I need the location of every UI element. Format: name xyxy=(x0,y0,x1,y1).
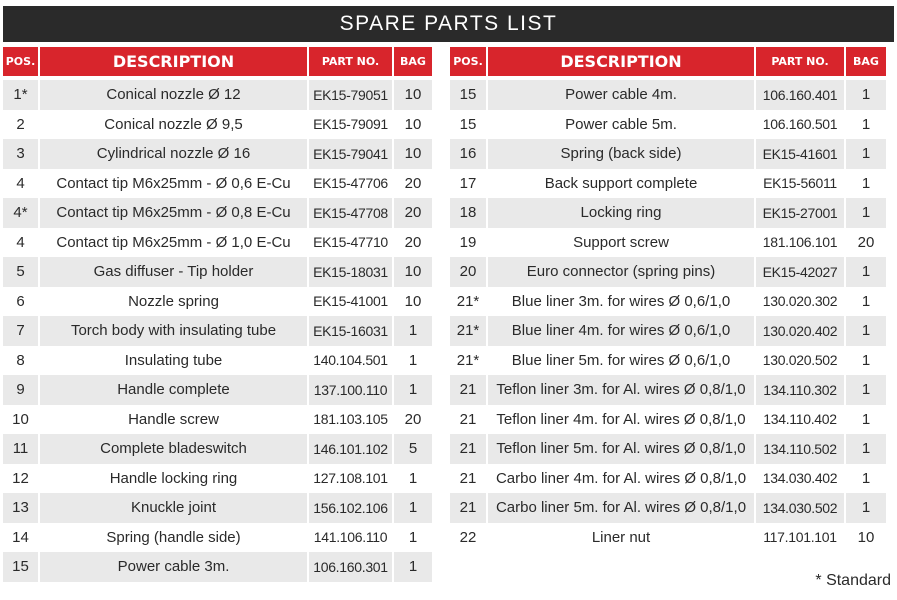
bag-qty-cell: 1 xyxy=(846,139,886,169)
part-number-cell: 134.110.402 xyxy=(756,405,844,435)
pos-cell: 11 xyxy=(3,434,38,464)
part-number-cell: EK15-42027 xyxy=(756,257,844,287)
bag-qty-cell: 1 xyxy=(846,198,886,228)
description-cell: Knuckle joint xyxy=(40,493,307,523)
part-number-cell: 130.020.302 xyxy=(756,287,844,317)
pos-cell: 18 xyxy=(450,198,486,228)
bag-qty-cell: 1 xyxy=(846,346,886,376)
part-number-cell: EK15-41601 xyxy=(756,139,844,169)
part-number-cell: 127.108.101 xyxy=(309,464,392,494)
part-number-cell: EK15-56011 xyxy=(756,169,844,199)
pos-cell: 4 xyxy=(3,169,38,199)
bag-qty-cell: 20 xyxy=(394,228,432,258)
bag-qty-cell: 10 xyxy=(394,287,432,317)
pos-cell: 21* xyxy=(450,287,486,317)
description-cell: Handle locking ring xyxy=(40,464,307,494)
bag-qty-cell: 1 xyxy=(846,316,886,346)
table-row xyxy=(3,434,432,464)
description-cell: Insulating tube xyxy=(40,346,307,376)
table-row xyxy=(450,228,886,258)
bag-qty-cell: 20 xyxy=(394,198,432,228)
description-cell: Complete bladeswitch xyxy=(40,434,307,464)
part-number-cell: 181.103.105 xyxy=(309,405,392,435)
table-row xyxy=(450,110,886,140)
bag-qty-cell: 1 xyxy=(394,493,432,523)
pos-cell: 16 xyxy=(450,139,486,169)
header-pos: POS. xyxy=(3,47,38,80)
table-row xyxy=(3,552,432,582)
pos-cell: 12 xyxy=(3,464,38,494)
description-cell: Teflon liner 3m. for Al. wires Ø 0,8/1,0 xyxy=(488,375,754,405)
header-bag: BAG xyxy=(846,47,886,80)
table-row xyxy=(450,316,886,346)
description-cell: Blue liner 4m. for wires Ø 0,6/1,0 xyxy=(488,316,754,346)
bag-qty-cell: 1 xyxy=(394,346,432,376)
table-row xyxy=(450,464,886,494)
part-number-cell: EK15-18031 xyxy=(309,257,392,287)
pos-cell: 22 xyxy=(450,523,486,553)
part-number-cell: EK15-41001 xyxy=(309,287,392,317)
part-number-cell: EK15-79051 xyxy=(309,80,392,110)
bag-qty-cell: 1 xyxy=(846,110,886,140)
description-cell: Euro connector (spring pins) xyxy=(488,257,754,287)
bag-qty-cell: 1 xyxy=(846,80,886,110)
description-cell: Conical nozzle Ø 12 xyxy=(40,80,307,110)
table-row xyxy=(450,169,886,199)
description-cell: Power cable 3m. xyxy=(40,552,307,582)
bag-qty-cell: 1 xyxy=(394,552,432,582)
table-row xyxy=(3,493,432,523)
header-bag: BAG xyxy=(394,47,432,80)
bag-qty-cell: 5 xyxy=(394,434,432,464)
table-row xyxy=(450,139,886,169)
description-cell: Blue liner 3m. for wires Ø 0,6/1,0 xyxy=(488,287,754,317)
table-row xyxy=(450,346,886,376)
table-row xyxy=(450,375,886,405)
part-number-cell: 134.030.502 xyxy=(756,493,844,523)
bag-qty-cell: 1 xyxy=(846,405,886,435)
table-row xyxy=(450,80,886,110)
description-cell: Gas diffuser - Tip holder xyxy=(40,257,307,287)
table-row xyxy=(3,405,432,435)
bag-qty-cell: 1 xyxy=(394,523,432,553)
bag-qty-cell: 1 xyxy=(846,169,886,199)
bag-qty-cell: 10 xyxy=(394,80,432,110)
pos-cell: 21* xyxy=(450,346,486,376)
description-cell: Liner nut xyxy=(488,523,754,553)
pos-cell: 21 xyxy=(450,405,486,435)
bag-qty-cell: 1 xyxy=(846,464,886,494)
pos-cell: 4 xyxy=(3,228,38,258)
description-cell: Power cable 4m. xyxy=(488,80,754,110)
bag-qty-cell: 1 xyxy=(394,375,432,405)
description-cell: Support screw xyxy=(488,228,754,258)
description-cell: Back support complete xyxy=(488,169,754,199)
table-row xyxy=(3,523,432,553)
description-cell: Teflon liner 4m. for Al. wires Ø 0,8/1,0 xyxy=(488,405,754,435)
part-number-cell: 117.101.101 xyxy=(756,523,844,553)
bag-qty-cell: 20 xyxy=(394,169,432,199)
bag-qty-cell: 10 xyxy=(394,257,432,287)
table-row xyxy=(3,375,432,405)
part-number-cell: 134.110.302 xyxy=(756,375,844,405)
header-pos: POS. xyxy=(450,47,486,80)
part-number-cell: 106.160.401 xyxy=(756,80,844,110)
part-number-cell: 156.102.106 xyxy=(309,493,392,523)
part-number-cell: 137.100.110 xyxy=(309,375,392,405)
description-cell: Handle complete xyxy=(40,375,307,405)
description-cell: Blue liner 5m. for wires Ø 0,6/1,0 xyxy=(488,346,754,376)
table-row xyxy=(450,198,886,228)
part-number-cell: 181.106.101 xyxy=(756,228,844,258)
footnote: * Standard xyxy=(815,572,891,589)
pos-cell: 15 xyxy=(450,110,486,140)
table-row xyxy=(3,287,432,317)
part-number-cell: EK15-47708 xyxy=(309,198,392,228)
bag-qty-cell: 20 xyxy=(394,405,432,435)
table-row xyxy=(3,169,432,199)
pos-cell: 14 xyxy=(3,523,38,553)
table-row xyxy=(3,139,432,169)
header-part-no: PART NO. xyxy=(309,47,392,80)
description-cell: Spring (back side) xyxy=(488,139,754,169)
description-cell: Spring (handle side) xyxy=(40,523,307,553)
description-cell: Nozzle spring xyxy=(40,287,307,317)
table-header-row xyxy=(450,47,886,80)
description-cell: Carbo liner 5m. for Al. wires Ø 0,8/1,0 xyxy=(488,493,754,523)
description-cell: Contact tip M6x25mm - Ø 0,6 E-Cu xyxy=(40,169,307,199)
part-number-cell: EK15-47710 xyxy=(309,228,392,258)
bag-qty-cell: 1 xyxy=(846,375,886,405)
pos-cell: 21 xyxy=(450,493,486,523)
bag-qty-cell: 20 xyxy=(846,228,886,258)
part-number-cell: EK15-79041 xyxy=(309,139,392,169)
pos-cell: 7 xyxy=(3,316,38,346)
description-cell: Cylindrical nozzle Ø 16 xyxy=(40,139,307,169)
table-row xyxy=(450,405,886,435)
table-header-row xyxy=(3,47,432,80)
part-number-cell: 106.160.501 xyxy=(756,110,844,140)
table-row xyxy=(3,228,432,258)
table-row xyxy=(450,434,886,464)
table-row xyxy=(3,257,432,287)
pos-cell: 9 xyxy=(3,375,38,405)
pos-cell: 21 xyxy=(450,434,486,464)
description-cell: Carbo liner 4m. for Al. wires Ø 0,8/1,0 xyxy=(488,464,754,494)
part-number-cell: EK15-79091 xyxy=(309,110,392,140)
bag-qty-cell: 10 xyxy=(394,139,432,169)
pos-cell: 15 xyxy=(450,80,486,110)
parts-table-left xyxy=(1,47,434,582)
part-number-cell: 140.104.501 xyxy=(309,346,392,376)
part-number-cell: EK15-16031 xyxy=(309,316,392,346)
part-number-cell: 134.030.402 xyxy=(756,464,844,494)
part-number-cell: 130.020.402 xyxy=(756,316,844,346)
pos-cell: 13 xyxy=(3,493,38,523)
table-row xyxy=(3,464,432,494)
bag-qty-cell: 1 xyxy=(394,464,432,494)
description-cell: Contact tip M6x25mm - Ø 0,8 E-Cu xyxy=(40,198,307,228)
header-description: DESCRIPTION xyxy=(488,47,754,80)
table-row xyxy=(450,493,886,523)
bag-qty-cell: 1 xyxy=(394,316,432,346)
table-row xyxy=(450,257,886,287)
header-description: DESCRIPTION xyxy=(40,47,307,80)
part-number-cell: EK15-47706 xyxy=(309,169,392,199)
parts-rows-left xyxy=(3,80,432,582)
table-row xyxy=(3,80,432,110)
table-row xyxy=(450,523,886,553)
description-cell: Locking ring xyxy=(488,198,754,228)
pos-cell: 10 xyxy=(3,405,38,435)
pos-cell: 17 xyxy=(450,169,486,199)
pos-cell: 2 xyxy=(3,110,38,140)
pos-cell: 21* xyxy=(450,316,486,346)
bag-qty-cell: 1 xyxy=(846,287,886,317)
part-number-cell: EK15-27001 xyxy=(756,198,844,228)
parts-table-right xyxy=(448,47,888,552)
pos-cell: 6 xyxy=(3,287,38,317)
page-title: SPARE PARTS LIST xyxy=(3,6,894,42)
pos-cell: 20 xyxy=(450,257,486,287)
part-number-cell: 146.101.102 xyxy=(309,434,392,464)
pos-cell: 15 xyxy=(3,552,38,582)
pos-cell: 1* xyxy=(3,80,38,110)
description-cell: Handle screw xyxy=(40,405,307,435)
table-row xyxy=(3,316,432,346)
table-row xyxy=(3,110,432,140)
table-row xyxy=(3,346,432,376)
description-cell: Teflon liner 5m. for Al. wires Ø 0,8/1,0 xyxy=(488,434,754,464)
pos-cell: 21 xyxy=(450,375,486,405)
pos-cell: 19 xyxy=(450,228,486,258)
part-number-cell: 130.020.502 xyxy=(756,346,844,376)
table-row xyxy=(450,287,886,317)
description-cell: Torch body with insulating tube xyxy=(40,316,307,346)
bag-qty-cell: 10 xyxy=(394,110,432,140)
part-number-cell: 106.160.301 xyxy=(309,552,392,582)
part-number-cell: 134.110.502 xyxy=(756,434,844,464)
description-cell: Power cable 5m. xyxy=(488,110,754,140)
bag-qty-cell: 1 xyxy=(846,257,886,287)
bag-qty-cell: 1 xyxy=(846,493,886,523)
header-part-no: PART NO. xyxy=(756,47,844,80)
pos-cell: 21 xyxy=(450,464,486,494)
pos-cell: 8 xyxy=(3,346,38,376)
bag-qty-cell: 10 xyxy=(846,523,886,553)
part-number-cell: 141.106.110 xyxy=(309,523,392,553)
parts-rows-right xyxy=(450,80,886,552)
bag-qty-cell: 1 xyxy=(846,434,886,464)
pos-cell: 4* xyxy=(3,198,38,228)
pos-cell: 3 xyxy=(3,139,38,169)
description-cell: Contact tip M6x25mm - Ø 1,0 E-Cu xyxy=(40,228,307,258)
pos-cell: 5 xyxy=(3,257,38,287)
description-cell: Conical nozzle Ø 9,5 xyxy=(40,110,307,140)
table-row xyxy=(3,198,432,228)
